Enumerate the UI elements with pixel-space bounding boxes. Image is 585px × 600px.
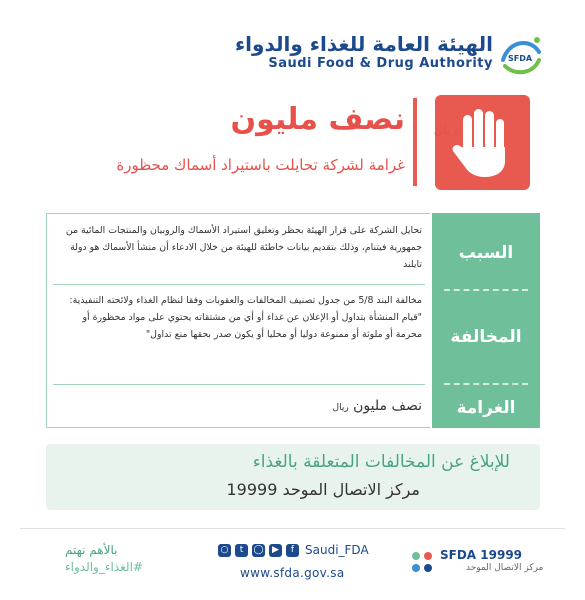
details-divider xyxy=(53,384,425,385)
label-fine: الغرامة xyxy=(456,398,516,418)
instagram-icon[interactable]: ◯ xyxy=(253,545,264,555)
social-links xyxy=(218,542,369,558)
violation-clause: مخالفة البند 5/8 من جدول تصنيف المخالفات والعقوبات وفقا لنظام الغذاء ولائحته التنفيذية: xyxy=(69,295,422,306)
fine-amount: نصف مليون xyxy=(353,398,422,414)
youtube-icon[interactable]: ▶ xyxy=(269,544,282,557)
call-center-logo-icon xyxy=(408,548,436,576)
org-name-english: Saudi Food & Drug Authority xyxy=(268,56,493,71)
sfda-logo-icon xyxy=(495,30,545,80)
label-reason: السبب xyxy=(458,243,514,263)
details-divider xyxy=(53,284,425,285)
social-handle[interactable]: Saudi_FDA xyxy=(305,543,369,557)
details-labels-column xyxy=(432,213,540,428)
fine-value xyxy=(56,398,422,417)
stop-hand-icon xyxy=(435,95,530,190)
snapchat-icon[interactable]: ○ xyxy=(218,544,231,557)
headline-unit: ريال xyxy=(433,123,457,138)
label-violation: المخالفة xyxy=(450,327,522,347)
call-center-subtitle: مركز الاتصال الموحد xyxy=(466,563,544,573)
website-link[interactable]: www.sfda.gov.sa xyxy=(240,566,345,580)
footer-slogan: بالأهم نهتم xyxy=(65,543,118,557)
logo-badge: SFDA xyxy=(507,54,533,63)
call-center-brand: SFDA 19999 xyxy=(440,548,523,562)
fine-unit: ريال xyxy=(332,403,349,413)
labels-divider xyxy=(444,289,528,291)
facebook-icon[interactable]: f xyxy=(286,544,299,557)
call-center-line: مركز الاتصال الموحد 19999 xyxy=(226,480,420,499)
headline-divider xyxy=(413,98,417,186)
report-box xyxy=(46,444,540,510)
footer-divider xyxy=(20,528,565,529)
reason-text: تحايل الشركة على قرار الهيئة بحظر وتعليق استيراد الأسماك والروبيان والمنتجات المائية من جمهورية فيتنام، وذلك بتقديم بيانات خاطئة للهيئة من خلال الادعاء أن منشأ الأسماك هو دولة تايلند xyxy=(65,225,422,270)
org-name-arabic: الهيئة العامة للغذاء والدواء xyxy=(234,32,493,56)
violation-text xyxy=(56,292,422,343)
labels-divider xyxy=(444,383,528,385)
headline-amount: نصف مليون xyxy=(230,102,405,137)
twitter-icon[interactable]: t xyxy=(235,544,248,557)
headline-subtitle: غرامة لشركة تحايلت باستيراد أسماك محظورة xyxy=(116,156,405,174)
report-title: للإبلاغ عن المخالفات المتعلقة بالغذاء xyxy=(252,452,510,472)
details-text-box xyxy=(46,213,430,428)
footer-hashtag: #الغذاء_والدواء xyxy=(65,560,143,574)
violation-quote: "قيام المنشأة بتداول أو الإعلان عن غذاء أو أي من مشتقاته يحتوي على مواد محظورة أو محرمة أو ملوثة أو ممنوعة دوليا أو محليا أو يكون صدر بحقها منع تداول" xyxy=(82,312,422,340)
